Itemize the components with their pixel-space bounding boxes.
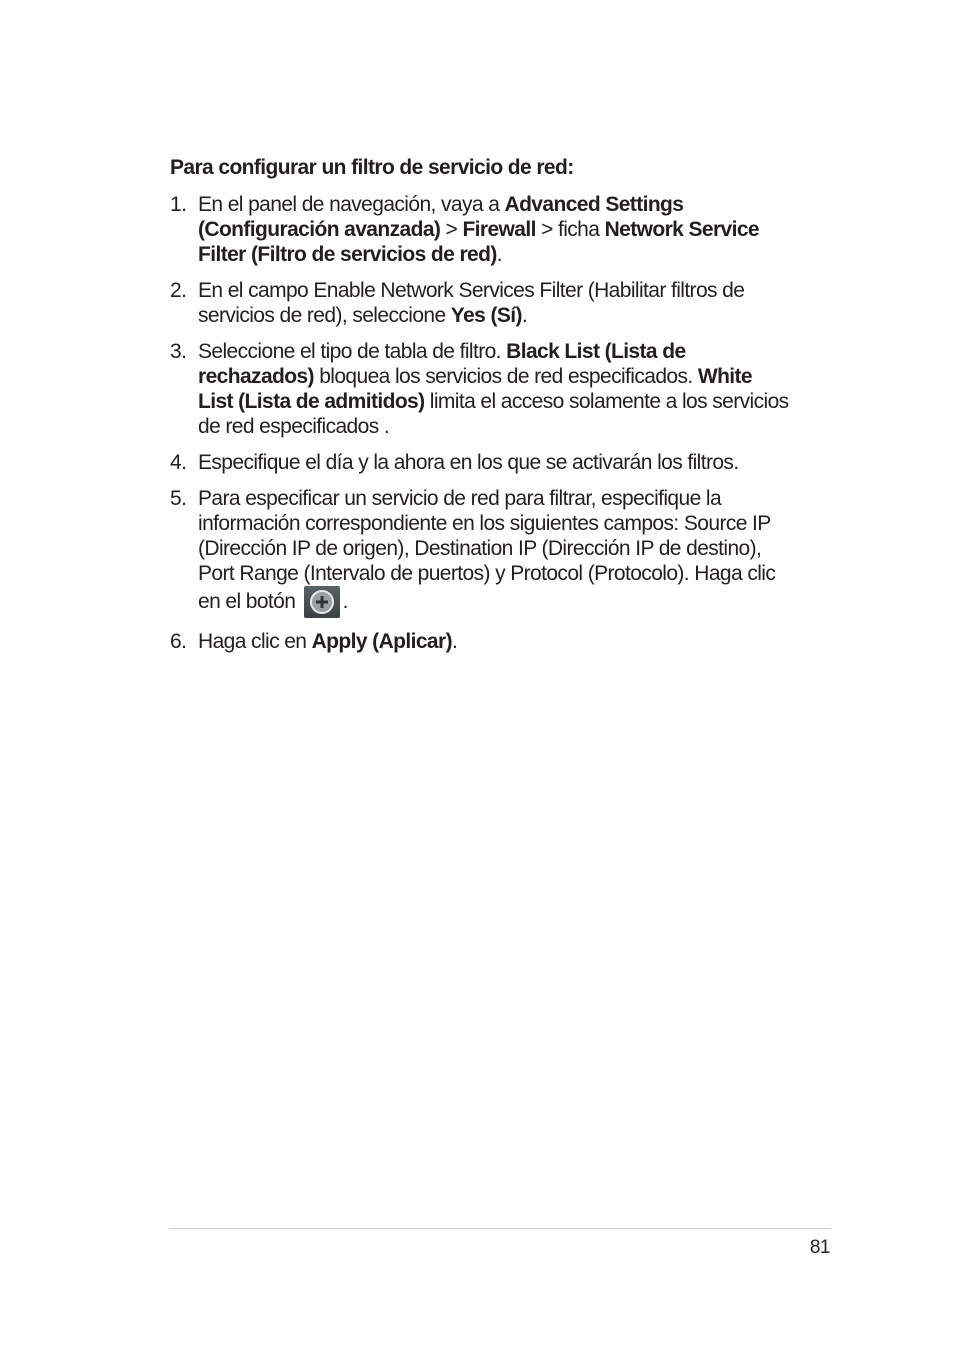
step-bold-text: Network Service Filter (Filtro de servicios de red) xyxy=(198,218,759,266)
step-number: 5. xyxy=(170,487,187,510)
step-number: 6. xyxy=(170,630,187,653)
step-text: bloquea los servicios de red especificados. xyxy=(313,365,698,388)
list-item xyxy=(170,278,790,328)
step-text: Haga clic en xyxy=(198,630,312,653)
step-number: 4. xyxy=(170,451,187,474)
step-text: . xyxy=(342,590,348,613)
page-number: 81 xyxy=(809,1237,830,1258)
step-text: Especifique el día y la ahora en los que se activarán los filtros. xyxy=(198,451,739,474)
step-bold-text: Black List (Lista de rechazados) xyxy=(198,340,686,388)
add-circle-icon xyxy=(304,586,340,618)
steps-list xyxy=(170,192,790,654)
step-text: . xyxy=(496,243,502,266)
step-text: Seleccione el tipo de tabla de filtro. xyxy=(198,340,507,363)
step-bold-text: Yes (Sí) xyxy=(450,304,522,327)
list-item xyxy=(170,192,790,267)
step-text: . xyxy=(451,630,458,653)
step-text: > ficha xyxy=(535,218,605,241)
step-bold-text: Firewall xyxy=(462,218,536,241)
list-item xyxy=(170,486,790,618)
step-text: En el campo Enable Network Services Filter (Habilitar filtros de servicios de red), seleccione xyxy=(198,279,745,327)
list-item xyxy=(170,629,790,654)
section-heading: Para configurar un filtro de servicio de red: xyxy=(170,156,574,179)
page-content xyxy=(170,155,790,665)
step-text: > xyxy=(440,218,463,241)
list-item xyxy=(170,339,790,439)
step-number: 2. xyxy=(170,279,187,302)
step-text: limita el acceso solamente a los servicios de red especificados . xyxy=(198,390,789,438)
list-item xyxy=(170,450,790,475)
step-number: 1. xyxy=(170,193,187,216)
step-text: En el panel de navegación, vaya a xyxy=(198,193,505,216)
step-number: 3. xyxy=(170,340,187,363)
step-bold-text: Advanced Settings (Configuración avanzada) xyxy=(198,193,684,241)
step-bold-text: Apply (Aplicar) xyxy=(311,630,452,653)
step-text: Para especificar un servicio de red para filtrar, especifique la información correspondiente en los siguientes campos: Source IP (Dirección IP de origen), Destination IP (Dirección IP de destino), Port Range (Intervalo de puertos) y Protocol (Protocolo). Haga clic en el botón xyxy=(198,487,776,613)
step-text: . xyxy=(521,304,528,327)
footer-divider xyxy=(170,1228,831,1229)
step-bold-text: White List (Lista de admitidos) xyxy=(198,365,753,413)
